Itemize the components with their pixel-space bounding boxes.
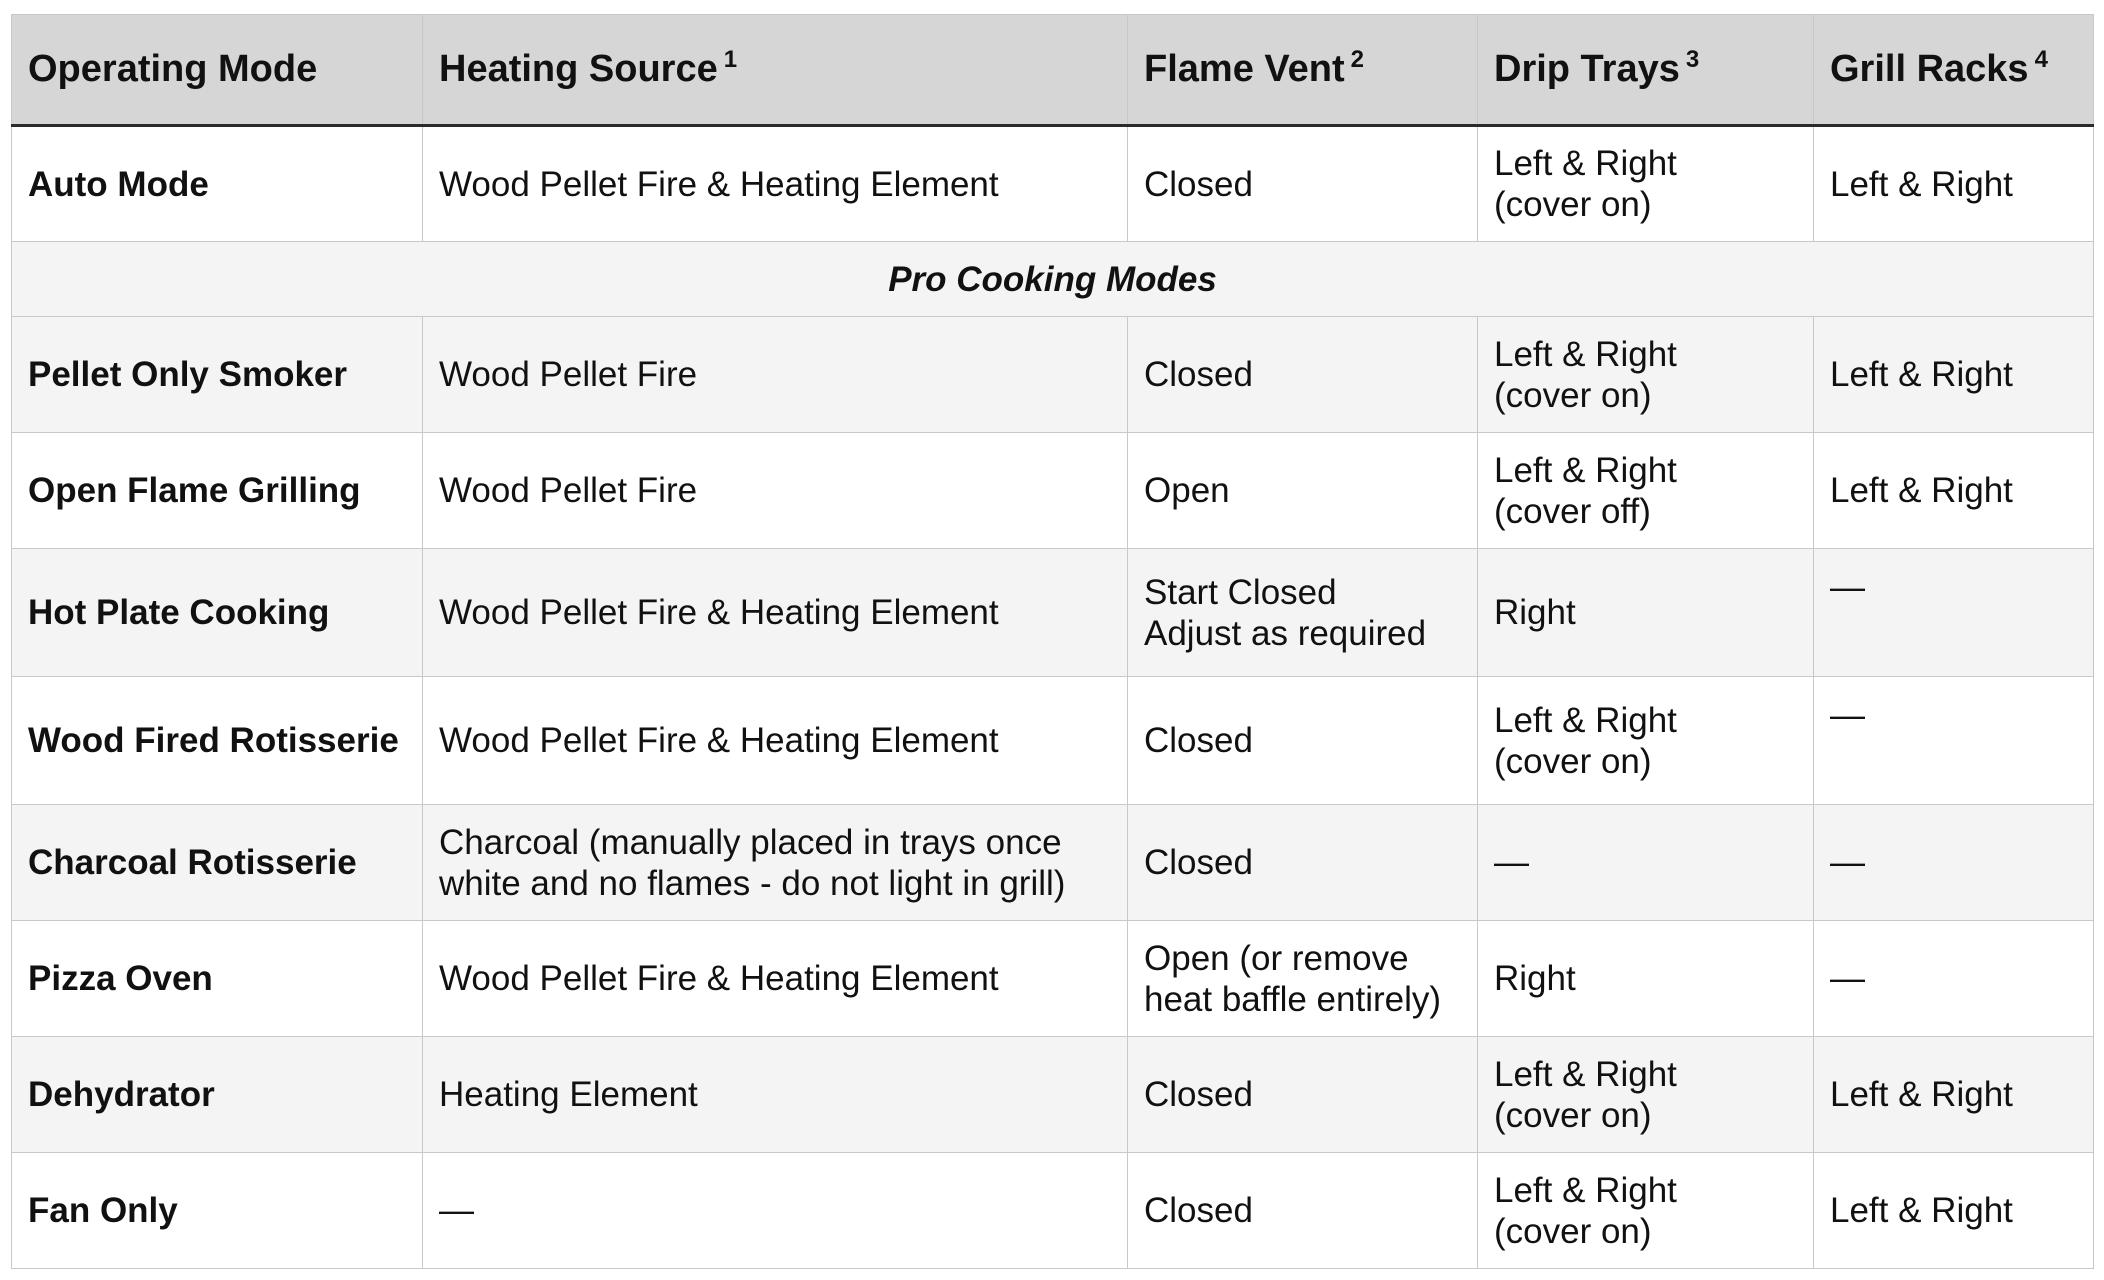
- mode-cell: Dehydrator: [12, 1037, 423, 1153]
- flame-vent-cell: [1128, 677, 1478, 805]
- flame-vent-cell-line: Closed: [1144, 355, 1253, 394]
- heating-source-cell-line: Wood Pellet Fire & Heating Element: [439, 721, 999, 760]
- drip-trays-cell-line: Left & Right: [1494, 1170, 1677, 1210]
- flame-vent-cell-line: Open (or remove: [1144, 938, 1409, 978]
- drip-trays-cell-line: (cover off): [1494, 491, 1651, 531]
- header-flame-vent: Flame Vent $^2$: [1128, 15, 1478, 126]
- footnote-marker: 2: [1350, 46, 1364, 73]
- mode-cell: Hot Plate Cooking: [12, 549, 423, 677]
- footnote-marker: 1: [723, 46, 738, 73]
- drip-trays-cell-line: Left & Right: [1494, 700, 1677, 740]
- grill-racks-cell: Left & Right: [1814, 1153, 2094, 1269]
- footnote-marker: 3: [1685, 46, 1700, 73]
- drip-trays-cell: [1478, 677, 1814, 805]
- drip-trays-cell: [1478, 921, 1814, 1037]
- drip-trays-cell: [1478, 1037, 1814, 1153]
- header-heating-source: Heating Source $^1$: [423, 15, 1128, 126]
- grill-racks-cell: —: [1814, 921, 2094, 1037]
- drip-trays-cell: [1478, 805, 1814, 921]
- table-row: [12, 433, 2094, 549]
- mode-cell: Wood Fired Rotisserie: [12, 677, 423, 805]
- heating-source-cell: [423, 317, 1128, 433]
- flame-vent-cell-line: Closed: [1144, 1075, 1253, 1114]
- heating-source-cell: [423, 921, 1128, 1037]
- flame-vent-cell: [1128, 317, 1478, 433]
- flame-vent-cell-line: Closed: [1144, 721, 1253, 760]
- heating-source-cell-line: Wood Pellet Fire: [439, 355, 698, 394]
- flame-vent-cell: [1128, 433, 1478, 549]
- heating-source-cell-line: Wood Pellet Fire & Heating Element: [439, 164, 999, 204]
- flame-vent-cell-line: Closed: [1144, 843, 1253, 882]
- flame-vent-cell-line: heat baffle entirely): [1144, 979, 1442, 1019]
- drip-trays-cell-line: Left & Right: [1494, 450, 1677, 490]
- table-body: [12, 126, 2094, 1269]
- flame-vent-cell-line: Adjust as required: [1144, 613, 1427, 653]
- mode-cell: Charcoal Rotisserie: [12, 805, 423, 921]
- table-row: [12, 677, 2094, 805]
- mode-cell: Fan Only: [12, 1153, 423, 1269]
- table-row: [12, 1153, 2094, 1269]
- drip-trays-cell: [1478, 126, 1814, 242]
- heating-source-cell-line: Wood Pellet Fire & Heating Element: [439, 959, 999, 998]
- flame-vent-cell: [1128, 1037, 1478, 1153]
- table-row: [12, 921, 2094, 1037]
- flame-vent-cell: [1128, 549, 1478, 677]
- drip-trays-cell: [1478, 1153, 1814, 1269]
- operating-modes-table: [11, 14, 2094, 1269]
- mode-cell: Auto Mode: [12, 126, 423, 242]
- drip-trays-cell-line: (cover on): [1494, 375, 1652, 415]
- heating-source-cell-line: white and no flames - do not light in grill): [439, 863, 1066, 903]
- heating-source-cell: [423, 549, 1128, 677]
- flame-vent-cell: [1128, 126, 1478, 242]
- drip-trays-cell-line: (cover on): [1494, 1211, 1652, 1251]
- drip-trays-cell-line: Right: [1494, 959, 1576, 998]
- grill-racks-cell: Left & Right: [1814, 126, 2094, 242]
- grill-racks-cell: —: [1814, 677, 2094, 805]
- header-row: [12, 15, 2094, 126]
- flame-vent-cell: [1128, 805, 1478, 921]
- grill-racks-cell: Left & Right: [1814, 317, 2094, 433]
- header-grill-racks: Grill Racks $^4$: [1814, 15, 2094, 126]
- drip-trays-cell-line: (cover on): [1494, 741, 1652, 781]
- heating-source-cell: [423, 433, 1128, 549]
- drip-trays-cell-line: Left & Right: [1494, 334, 1677, 374]
- heating-source-cell: [423, 805, 1128, 921]
- drip-trays-cell-line: Right: [1494, 593, 1576, 632]
- mode-cell: Open Flame Grilling: [12, 433, 423, 549]
- heating-source-cell: [423, 1037, 1128, 1153]
- flame-vent-cell: [1128, 921, 1478, 1037]
- heating-source-cell: [423, 126, 1128, 242]
- grill-racks-cell: —: [1814, 549, 2094, 677]
- table-row: [12, 549, 2094, 677]
- section-row: [12, 242, 2094, 317]
- heating-source-cell: [423, 677, 1128, 805]
- drip-trays-cell: [1478, 433, 1814, 549]
- mode-cell: Pizza Oven: [12, 921, 423, 1037]
- drip-trays-cell: [1478, 549, 1814, 677]
- drip-trays-cell: [1478, 317, 1814, 433]
- flame-vent-cell-line: Start Closed: [1144, 572, 1337, 612]
- heating-source-cell-line: Wood Pellet Fire: [439, 471, 698, 510]
- drip-trays-cell-line: (cover on): [1494, 185, 1652, 224]
- mode-cell: Pellet Only Smoker: [12, 317, 423, 433]
- drip-trays-cell-line: (cover on): [1494, 1095, 1652, 1135]
- flame-vent-cell-line: Closed: [1144, 1191, 1253, 1230]
- grill-racks-cell: —: [1814, 805, 2094, 921]
- drip-trays-cell-line: Left & Right: [1494, 144, 1677, 183]
- section-label: Pro Cooking Modes: [12, 242, 2094, 317]
- grill-racks-cell: Left & Right: [1814, 1037, 2094, 1153]
- footnote-marker: 4: [2034, 46, 2048, 73]
- header-drip-trays: Drip Trays $^3$: [1478, 15, 1814, 126]
- heating-source-cell-line: Charcoal (manually placed in trays once: [439, 822, 1062, 862]
- drip-trays-cell-line: —: [1494, 843, 1529, 882]
- flame-vent-cell-line: Closed: [1144, 164, 1253, 204]
- grill-racks-cell: Left & Right: [1814, 433, 2094, 549]
- heating-source-cell-line: Wood Pellet Fire & Heating Element: [439, 593, 999, 632]
- header-operating-mode: Operating Mode: [12, 15, 423, 126]
- table-row: [12, 805, 2094, 921]
- flame-vent-cell-line: Open: [1144, 471, 1230, 510]
- heating-source-cell: [423, 1153, 1128, 1269]
- heating-source-cell-line: Heating Element: [439, 1075, 698, 1114]
- table-row: [12, 317, 2094, 433]
- heating-source-cell-line: —: [439, 1191, 474, 1230]
- table-row: [12, 1037, 2094, 1153]
- drip-trays-cell-line: Left & Right: [1494, 1054, 1677, 1094]
- flame-vent-cell: [1128, 1153, 1478, 1269]
- table-row: [12, 126, 2094, 242]
